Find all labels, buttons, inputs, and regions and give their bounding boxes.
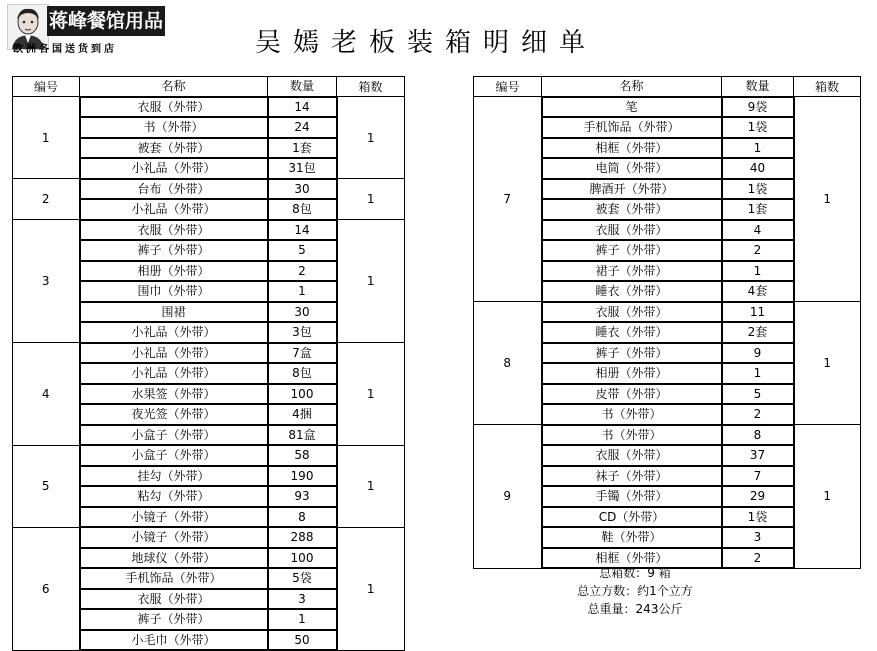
item-qty-cell: 2套 (722, 322, 794, 343)
item-name-cell: 围巾（外带） (80, 281, 268, 302)
item-qty-cell: 2 (722, 548, 794, 569)
item-qty-cell: 4套 (722, 281, 794, 302)
item-qty-cell: 8包 (268, 363, 337, 384)
item-name-cell: 粘勾（外带） (80, 486, 268, 507)
item-name-cell: 手机饰品（外带） (542, 117, 722, 138)
box-count-cell: 1 (337, 220, 405, 343)
item-qty-cell: 288 (268, 527, 337, 548)
item-qty-cell: 2 (268, 261, 337, 282)
page-title: 吴嫣老板装箱明细单 (255, 28, 598, 58)
item-qty-cell: 1 (722, 138, 794, 159)
table-row (13, 97, 405, 118)
item-qty-cell: 40 (722, 158, 794, 179)
item-qty-cell: 100 (268, 548, 337, 569)
item-qty-cell: 8 (722, 425, 794, 446)
item-name-cell: 笔 (542, 97, 722, 118)
item-qty-cell: 11 (722, 302, 794, 323)
table-row (13, 445, 405, 466)
header-id: 编号 (13, 77, 80, 97)
item-qty-cell: 1袋 (722, 179, 794, 200)
item-name-cell: 睡衣（外带） (542, 322, 722, 343)
total-volume: 总立方数：约1个立方 (577, 584, 693, 598)
item-name-cell: 书（外带） (80, 117, 268, 138)
box-count-cell: 1 (794, 97, 861, 302)
item-name-cell: 衣服（外带） (542, 302, 722, 323)
item-name-cell: 衣服（外带） (80, 589, 268, 610)
item-name-cell: CD（外带） (542, 507, 722, 528)
item-name-cell: 相框（外带） (542, 548, 722, 569)
table-row (13, 343, 405, 364)
box-count-cell: 1 (337, 343, 405, 446)
item-qty-cell: 14 (268, 97, 337, 118)
item-name-cell: 台布（外带） (80, 179, 268, 200)
item-name-cell: 书（外带） (542, 404, 722, 425)
item-name-cell: 裤子（外带） (542, 240, 722, 261)
item-name-cell: 衣服（外带） (80, 97, 268, 118)
box-count-cell: 1 (337, 97, 405, 179)
item-qty-cell: 3 (268, 589, 337, 610)
item-qty-cell: 100 (268, 384, 337, 405)
item-name-cell: 夜光签（外带） (80, 404, 268, 425)
box-id-cell: 1 (13, 97, 80, 179)
box-count-cell: 1 (794, 302, 861, 425)
item-qty-cell: 1袋 (722, 117, 794, 138)
item-qty-cell: 24 (268, 117, 337, 138)
item-qty-cell: 30 (268, 302, 337, 323)
item-name-cell: 小镜子（外带） (80, 507, 268, 528)
item-qty-cell: 1 (268, 609, 337, 630)
item-name-cell: 相框（外带） (542, 138, 722, 159)
item-name-cell: 袜子（外带） (542, 466, 722, 487)
item-qty-cell: 7盒 (268, 343, 337, 364)
item-qty-cell: 4捆 (268, 404, 337, 425)
item-qty-cell: 58 (268, 445, 337, 466)
item-qty-cell: 190 (268, 466, 337, 487)
total-weight: 总重量：243公斤 (587, 602, 683, 616)
header-boxes: 箱数 (794, 77, 861, 97)
item-qty-cell: 1 (268, 281, 337, 302)
box-id-cell: 2 (13, 179, 80, 220)
item-qty-cell: 5 (268, 240, 337, 261)
item-qty-cell: 7 (722, 466, 794, 487)
header-name: 名称 (80, 77, 268, 97)
item-name-cell: 睡衣（外带） (542, 281, 722, 302)
item-name-cell: 衣服（外带） (80, 220, 268, 241)
item-name-cell: 皮带（外带） (542, 384, 722, 405)
packing-table-right (473, 76, 861, 569)
box-id-cell: 4 (13, 343, 80, 446)
box-count-cell: 1 (337, 179, 405, 220)
item-name-cell: 小毛巾（外带） (80, 630, 268, 651)
item-qty-cell: 1 (722, 261, 794, 282)
table-row (13, 179, 405, 200)
item-qty-cell: 9 (722, 343, 794, 364)
box-id-cell: 8 (474, 302, 542, 425)
item-qty-cell: 2 (722, 240, 794, 261)
header-qty: 数量 (268, 77, 337, 97)
table-row (474, 97, 861, 118)
item-qty-cell: 31包 (268, 158, 337, 179)
box-id-cell: 3 (13, 220, 80, 343)
box-count-cell: 1 (337, 527, 405, 650)
header-id: 编号 (474, 77, 542, 97)
item-name-cell: 小礼品（外带） (80, 199, 268, 220)
box-id-cell: 7 (474, 97, 542, 302)
item-name-cell: 手镯（外带） (542, 486, 722, 507)
item-name-cell: 裤子（外带） (542, 343, 722, 364)
item-qty-cell: 1套 (722, 199, 794, 220)
table-header-row (474, 77, 861, 97)
logo-subtitle: 欧洲各国送货到店 (13, 44, 117, 55)
item-qty-cell: 4 (722, 220, 794, 241)
item-qty-cell: 29 (722, 486, 794, 507)
item-qty-cell: 9袋 (722, 97, 794, 118)
item-qty-cell: 30 (268, 179, 337, 200)
item-qty-cell: 2 (722, 404, 794, 425)
logo-title: 蒋峰餐馆用品 (47, 6, 165, 36)
item-qty-cell: 3 (722, 527, 794, 548)
header-name: 名称 (542, 77, 722, 97)
header-qty: 数量 (722, 77, 794, 97)
table-row (474, 302, 861, 323)
header-boxes: 箱数 (337, 77, 405, 97)
item-name-cell: 小礼品（外带） (80, 158, 268, 179)
item-name-cell: 小盒子（外带） (80, 445, 268, 466)
item-qty-cell: 93 (268, 486, 337, 507)
item-name-cell: 鞋（外带） (542, 527, 722, 548)
item-qty-cell: 1套 (268, 138, 337, 159)
item-name-cell: 小镜子（外带） (80, 527, 268, 548)
item-name-cell: 裙子（外带） (542, 261, 722, 282)
item-qty-cell: 5 (722, 384, 794, 405)
item-name-cell: 水果签（外带） (80, 384, 268, 405)
item-name-cell: 围裙 (80, 302, 268, 323)
box-id-cell: 9 (474, 425, 542, 569)
item-name-cell: 相册（外带） (542, 363, 722, 384)
item-qty-cell: 3包 (268, 322, 337, 343)
item-name-cell: 衣服（外带） (542, 445, 722, 466)
item-qty-cell: 37 (722, 445, 794, 466)
table-row (13, 527, 405, 548)
item-name-cell: 电筒（外带） (542, 158, 722, 179)
table-row (474, 425, 861, 446)
item-qty-cell: 1袋 (722, 507, 794, 528)
item-name-cell: 被套（外带） (542, 199, 722, 220)
item-name-cell: 书（外带） (542, 425, 722, 446)
box-id-cell: 5 (13, 445, 80, 527)
item-name-cell: 小礼品（外带） (80, 322, 268, 343)
box-id-cell: 6 (13, 527, 80, 650)
box-count-cell: 1 (794, 425, 861, 569)
item-name-cell: 地球仪（外带） (80, 548, 268, 569)
item-qty-cell: 8 (268, 507, 337, 528)
table-header-row (13, 77, 405, 97)
box-count-cell: 1 (337, 445, 405, 527)
item-name-cell: 挂勾（外带） (80, 466, 268, 487)
item-name-cell: 小盒子（外带） (80, 425, 268, 446)
item-qty-cell: 14 (268, 220, 337, 241)
total-boxes: 总箱数：9 箱 (599, 566, 671, 580)
item-name-cell: 裤子（外带） (80, 240, 268, 261)
item-name-cell: 小礼品（外带） (80, 363, 268, 384)
table-row (13, 220, 405, 241)
item-name-cell: 衣服（外带） (542, 220, 722, 241)
item-qty-cell: 81盒 (268, 425, 337, 446)
store-logo (7, 4, 167, 54)
item-name-cell: 脾酒开（外带） (542, 179, 722, 200)
item-name-cell: 小礼品（外带） (80, 343, 268, 364)
item-name-cell: 裤子（外带） (80, 609, 268, 630)
item-name-cell: 被套（外带） (80, 138, 268, 159)
item-qty-cell: 1 (722, 363, 794, 384)
item-qty-cell: 8包 (268, 199, 337, 220)
item-qty-cell: 50 (268, 630, 337, 651)
summary-block (560, 564, 710, 618)
item-name-cell: 相册（外带） (80, 261, 268, 282)
item-qty-cell: 5袋 (268, 568, 337, 589)
item-name-cell: 手机饰品（外带） (80, 568, 268, 589)
packing-table-left (12, 76, 405, 651)
